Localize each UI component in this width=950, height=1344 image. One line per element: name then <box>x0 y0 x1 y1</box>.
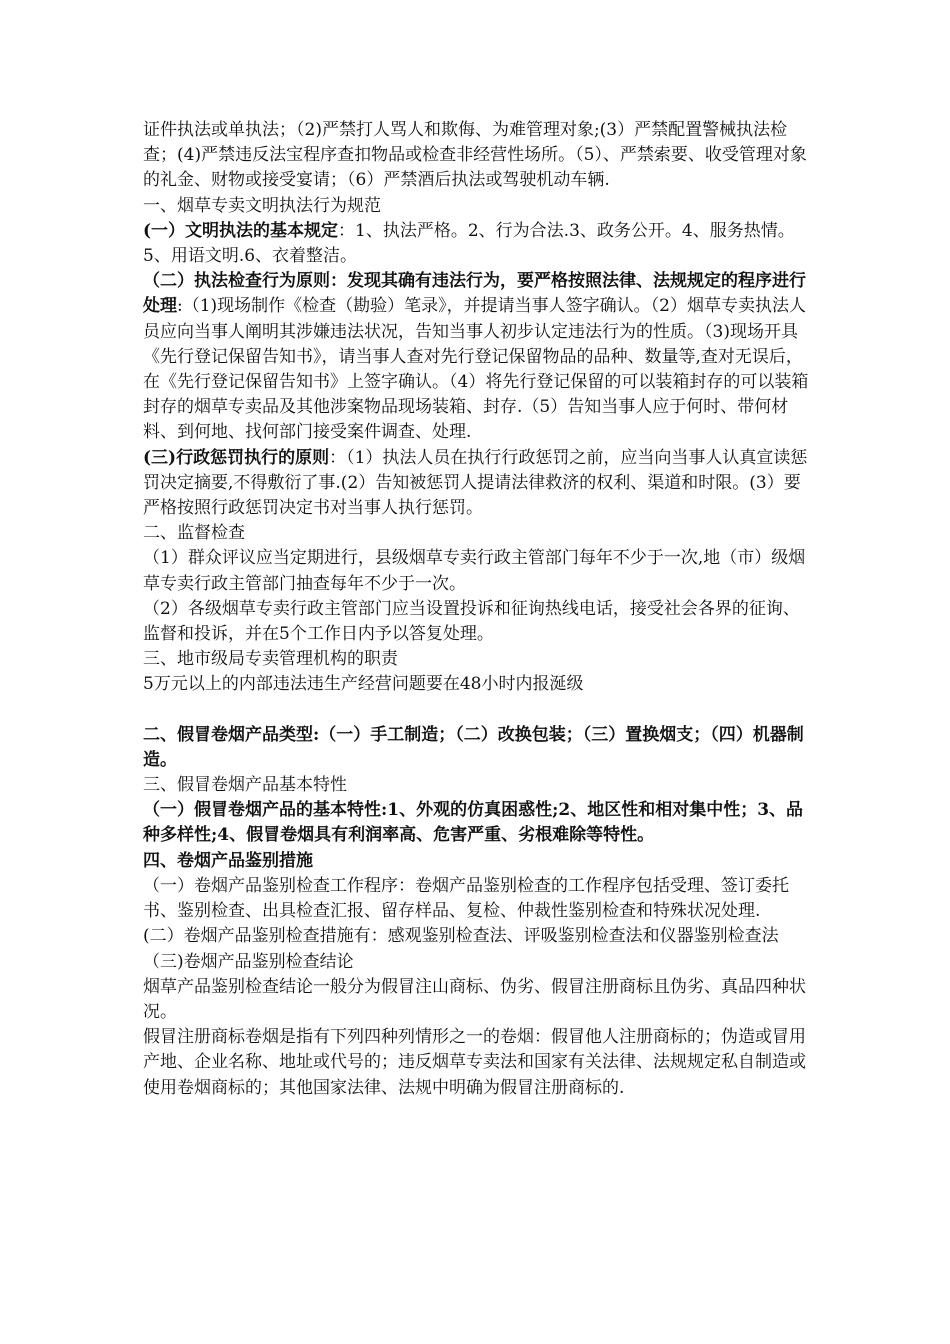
duties-paragraph: 5万元以上的内部违法违生产经营问题要在48小时内报涎级 <box>143 674 584 695</box>
identification-procedure: （一）卷烟产品鉴别检查工作程序：卷烟产品鉴别检查的工作程序包括受理、签订委托书、鉴别检查、出具检查汇报、留存样品、复检、仲裁性鉴别检查和特殊状况处理. <box>143 875 789 922</box>
identification-methods: (二）卷烟产品鉴别检查措施有：感观鉴别检查法、评吸鉴别检查法和仪器鉴别检查法 <box>143 926 779 947</box>
prohibitions-paragraph: 证件执法或单执法；（2)严禁打人骂人和欺侮、为难管理对象;(3）严禁配置警械执法检查；(4)严禁违反法宝程序查扣物品或检查非经营性场所。（5）、严禁索要、收受管理对象的礼金、财物或接受宴请；（6）严禁酒后执法或驾驶机动车辆. <box>143 120 807 191</box>
basic-rules-paragraph <box>143 219 813 269</box>
counterfeit-types-paragraph: 二、假冒卷烟产品类型:（一）手工制造；（二）改换包装；（三）置换烟支；（四）机器制造。 <box>143 724 804 770</box>
penalty-principles-label: (三)行政惩罚执行的原则 <box>143 447 330 468</box>
section-heading-identification: 四、卷烟产品鉴别措施 <box>143 850 313 871</box>
section-heading-characteristics: 三、假冒卷烟产品基本特性 <box>143 775 347 796</box>
basic-rules-label: (一）文明执法的基本规定 <box>143 220 339 241</box>
characteristics-paragraph: （一）假冒卷烟产品的基本特性:1、外观的仿真困惑性;2、地区性和相对集中性；3、品种多样性;4、假冒卷烟具有利润率高、危害严重、劣根难除等特性。 <box>143 800 804 846</box>
penalty-principles-paragraph <box>143 446 813 522</box>
paragraph-gap <box>143 698 813 723</box>
supervision-item-1: （1）群众评议应当定期进行，县级烟草专卖行政主管部门每年不少于一次,地（市）级烟草专卖行政主管部门抽查每年不少于一次。 <box>143 548 806 594</box>
inspection-principles-text: :（1)现场制作《检查（勘验）笔录》，并提请当事人签字确认。（2）烟草专卖执法人员应向当事人阐明其涉嫌违法状况，告知当事人初步认定违法行为的性质。（3)现场开具《先行登记保留告知书》，请当事人查对先行登记保留物品的品种、数量等,查对无误后，在《先行登记保留告知书》上签字确认。（4）将先行登记保留的可以装箱封存的可以装箱封存的烟草专卖品及其他涉案物品现场装箱、封存.（5）告知当事人应于何时、带何材料、到何地、找何部门接受案件调查、处理. <box>143 296 809 443</box>
penalty-principles-text: ：（1）执法人员在执行行政惩罚之前，应当向当事人认真宣读惩罚决定摘要,不得敷衍了事.(2）告知被惩罚人提请法律救济的权利、渠道和时限。(3）要严格按照行政惩罚决定书对当事人执行惩罚。 <box>143 447 808 519</box>
identification-conclusion-heading: （三)卷烟产品鉴别检查结论 <box>143 951 354 972</box>
inspection-principles-paragraph <box>143 269 813 445</box>
conclusion-paragraph: 烟草产品鉴别检查结论一般分为假冒注山商标、伪劣、假冒注册商标且伪劣、真品四种状况。 <box>143 976 806 1022</box>
section-heading-supervision: 二、监督检查 <box>143 523 245 544</box>
section-heading-duties: 三、地市级局专卖管理机构的职责 <box>143 649 398 670</box>
inspection-principles-label: （二）执法检查行为原则：发现其确有违法行为，要严格按照法律、法规规定的程序进行处理 <box>143 271 806 317</box>
definition-paragraph: 假冒注册商标卷烟是指有下列四种列情形之一的卷烟：假冒他人注册商标的；伪造或冒用产地、企业名称、地址或代号的；违反烟草专卖法和国家有关法律、法规规定私自制造或使用卷烟商标的；其他国家法律、法规中明确为假冒注册商标的. <box>143 1027 806 1098</box>
document-page <box>143 118 813 1101</box>
supervision-item-2: （2）各级烟草专卖行政主管部门应当设置投诉和征询热线电话，接受社会各界的征询、监督和投诉，并在5个工作日内予以答复处理。 <box>143 598 800 645</box>
basic-rules-text: ：1、执法严格。2、行为合法.3、政务公开。4、服务热情。5、用语文明.6、衣着整洁。 <box>143 220 795 267</box>
section-heading-civil-enforcement: 一、烟草专卖文明执法行为规范 <box>143 195 381 216</box>
